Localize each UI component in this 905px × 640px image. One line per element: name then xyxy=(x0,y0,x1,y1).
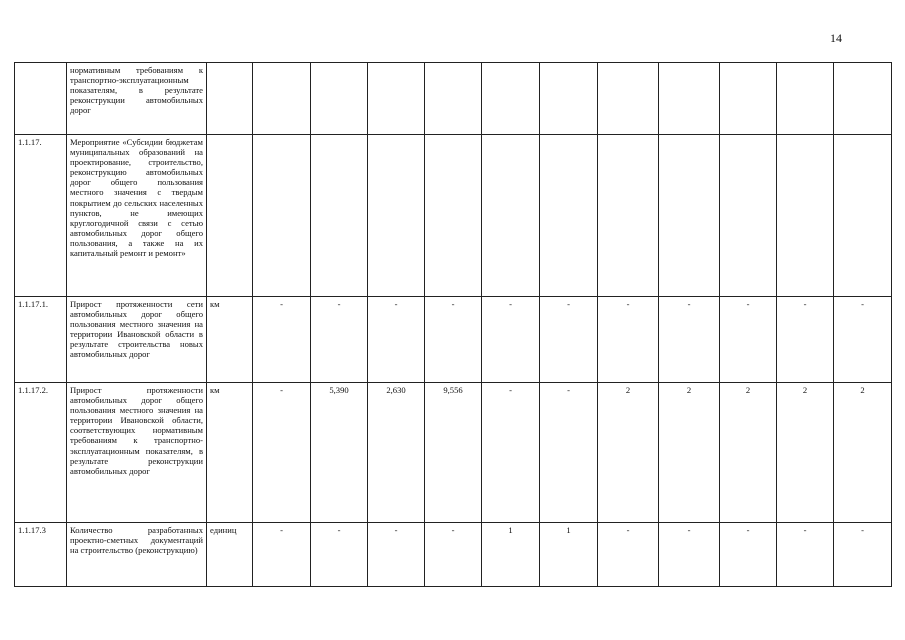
row-value-cell xyxy=(834,63,892,135)
row-value-cell: - xyxy=(720,297,777,383)
page-number: 14 xyxy=(830,31,842,45)
row-value-cell: 2 xyxy=(659,383,720,523)
row-value-cell: 2 xyxy=(598,383,659,523)
row-unit-cell xyxy=(207,135,253,297)
row-code-cell: 1.1.17.3 xyxy=(15,523,67,587)
row-value-cell: - xyxy=(834,297,892,383)
row-value-cell: - xyxy=(540,383,598,523)
row-unit-cell: км xyxy=(207,383,253,523)
row-value-cell: - xyxy=(425,523,482,587)
row-value-cell xyxy=(777,63,834,135)
row-value-cell: - xyxy=(482,297,540,383)
row-value-cell: - xyxy=(659,523,720,587)
row-value-cell: - xyxy=(311,523,368,587)
row-code-cell: 1.1.17.1. xyxy=(15,297,67,383)
row-value-cell xyxy=(482,135,540,297)
row-name-cell: Прирост протяженности сети автомобильных дорог общего пользования местного значения на территории Ивановской области в результате строительства новых автомобильных дорог xyxy=(67,297,207,383)
row-value-cell: - xyxy=(253,523,311,587)
row-value-cell: - xyxy=(598,297,659,383)
row-value-cell xyxy=(311,63,368,135)
row-value-cell xyxy=(720,135,777,297)
row-value-cell xyxy=(659,63,720,135)
row-value-cell: - xyxy=(598,523,659,587)
row-value-cell xyxy=(425,63,482,135)
table-row xyxy=(15,297,892,383)
row-value-cell: 2 xyxy=(720,383,777,523)
row-unit-cell xyxy=(207,63,253,135)
row-value-cell: - xyxy=(425,297,482,383)
row-value-cell: 9,556 xyxy=(425,383,482,523)
table-row xyxy=(15,135,892,297)
row-value-cell: - xyxy=(482,383,540,523)
row-value-cell xyxy=(720,63,777,135)
row-value-cell: - xyxy=(368,297,425,383)
row-value-cell xyxy=(425,135,482,297)
table-row xyxy=(15,63,892,135)
row-code-cell: 1.1.17. xyxy=(15,135,67,297)
table-row xyxy=(15,523,892,587)
row-name-cell: Прирост протяженности автомобильных дорог общего пользования местного значения на территории Ивановской области, соответствующих нормативным требованиям к транспортно-эксплуатационным показателям, в результате реконструкции автомобильных дорог xyxy=(67,383,207,523)
row-value-cell: - xyxy=(777,297,834,383)
row-value-cell: 1 xyxy=(482,523,540,587)
row-value-cell xyxy=(540,135,598,297)
table-row xyxy=(15,383,892,523)
row-code-cell xyxy=(15,63,67,135)
row-value-cell: 1 xyxy=(540,523,598,587)
row-value-cell: 2 xyxy=(834,383,892,523)
row-unit-cell: единиц xyxy=(207,523,253,587)
row-name-cell: Количество разработанных проектно-сметных документаций на строительство (реконструкцию) xyxy=(67,523,207,587)
row-value-cell xyxy=(598,135,659,297)
row-value-cell: - xyxy=(253,297,311,383)
row-unit-cell: км xyxy=(207,297,253,383)
row-value-cell: - xyxy=(720,523,777,587)
row-value-cell xyxy=(659,135,720,297)
row-code-cell: 1.1.17.2. xyxy=(15,383,67,523)
row-value-cell xyxy=(482,63,540,135)
row-value-cell xyxy=(368,135,425,297)
row-value-cell xyxy=(368,63,425,135)
row-value-cell: - xyxy=(368,523,425,587)
row-value-cell: 2,630 xyxy=(368,383,425,523)
row-value-cell xyxy=(253,63,311,135)
row-value-cell: - xyxy=(834,523,892,587)
row-name-cell: Мероприятие «Субсидии бюджетам муниципальных образований на проектирование, строительство, реконструкцию автомобильных дорог общего пользования местного значения с твердым покрытием до сельских населенных пунктов, не имеющих круглогодичной связи с сетью автомобильных дорог общего пользования, а также на их капитальный ремонт и ремонт» xyxy=(67,135,207,297)
row-value-cell xyxy=(598,63,659,135)
row-value-cell: - xyxy=(311,297,368,383)
row-value-cell: - xyxy=(777,523,834,587)
row-value-cell xyxy=(834,135,892,297)
row-value-cell: 5,390 xyxy=(311,383,368,523)
row-value-cell xyxy=(777,135,834,297)
row-value-cell xyxy=(540,63,598,135)
row-value-cell xyxy=(253,135,311,297)
indicators-table xyxy=(14,62,892,587)
row-name-cell: нормативным требованиям к транспортно-эксплуатационным показателям, в результате реконструкции автомобильных дорог xyxy=(67,63,207,135)
row-value-cell: - xyxy=(659,297,720,383)
table-body xyxy=(15,63,892,587)
row-value-cell: - xyxy=(540,297,598,383)
row-value-cell xyxy=(311,135,368,297)
row-value-cell: - xyxy=(253,383,311,523)
row-value-cell: 2 xyxy=(777,383,834,523)
